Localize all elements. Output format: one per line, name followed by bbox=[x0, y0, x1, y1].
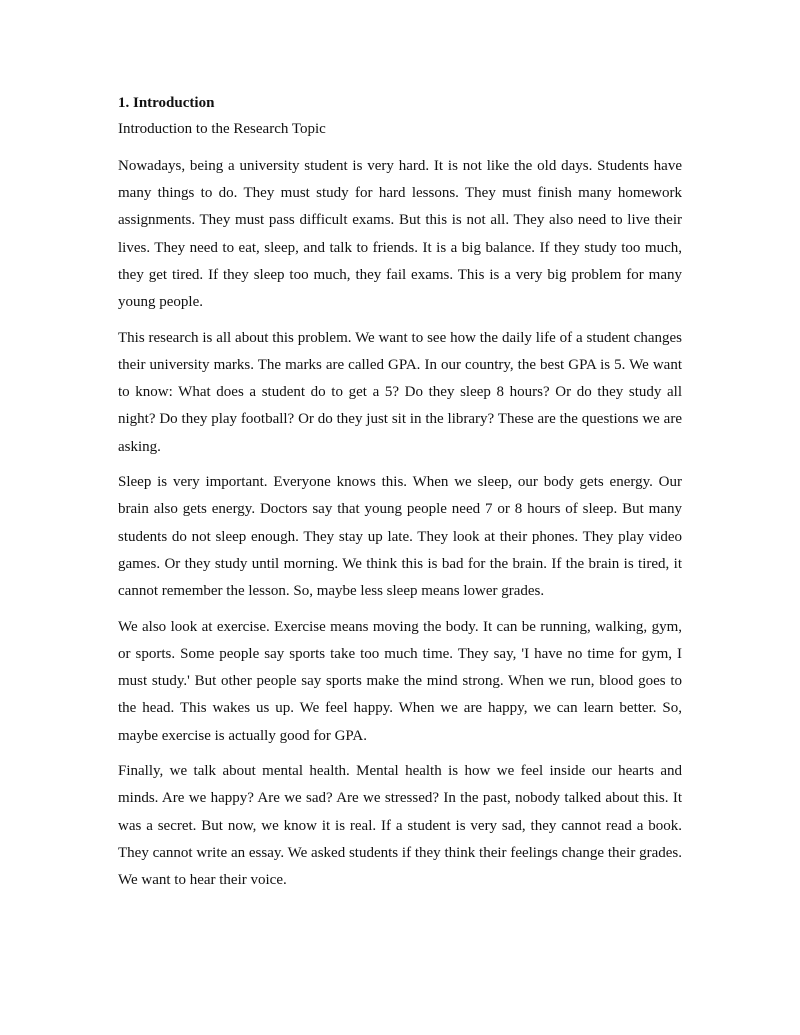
paragraph-student-life: Nowadays, being a university student is very hard. It is not like the old days. Students have many things to do. They must study for hard lessons. They must finish many homework assignments. They must pass difficult exams. But this is not all. They also need to live their lives. They need to eat, sleep, and talk to friends. It is a big balance. If they study too much, they get tired. If they sleep too much, they fail exams. This is a very big problem for many young people. bbox=[118, 158, 682, 311]
section-heading: 1. Introduction bbox=[118, 95, 215, 111]
paragraph-exercise: We also look at exercise. Exercise means moving the body. It can be running, walking, gym, or sports. Some people say sports take too much time. They say, 'I have no time for gym, I must study.' But other people say sports make the mind strong. When we run, blood goes to the head. This wakes us up. We feel happy. When we are happy, we can learn better. So, maybe exercise is actually good for GPA. bbox=[118, 618, 682, 744]
paragraph-sleep: Sleep is very important. Everyone knows this. When we sleep, our body gets energy. Our brain also gets energy. Doctors say that young people need 7 or 8 hours of sleep. But many students do not sleep enough. They stay up late. They look at their phones. They play video games. Or they study until morning. We think this is bad for the brain. If the brain is tired, it cannot remember the lesson. So, maybe less sleep means lower grades. bbox=[118, 474, 682, 600]
paragraph-research-problem: This research is all about this problem. We want to see how the daily life of a student changes their university marks. The marks are called GPA. In our country, the best GPA is 5. We want to know: What does a student do to get a 5? Do they sleep 8 hours? Or do they study all night? Do they play football? Or do they just sit in the library? These are the questions we are asking. bbox=[118, 329, 682, 455]
paragraph-mental-health: Finally, we talk about mental health. Mental health is how we feel inside our hearts and minds. Are we happy? Are we sad? Are we stressed? In the past, nobody talked about this. It was a secret. But now, we know it is real. If a student is very sad, they cannot read a book. They cannot write an essay. We asked students if they think their feelings change their grades. We want to hear their voice. bbox=[118, 763, 682, 889]
document-page bbox=[118, 92, 682, 894]
section-subheading: Introduction to the Research Topic bbox=[118, 121, 326, 137]
